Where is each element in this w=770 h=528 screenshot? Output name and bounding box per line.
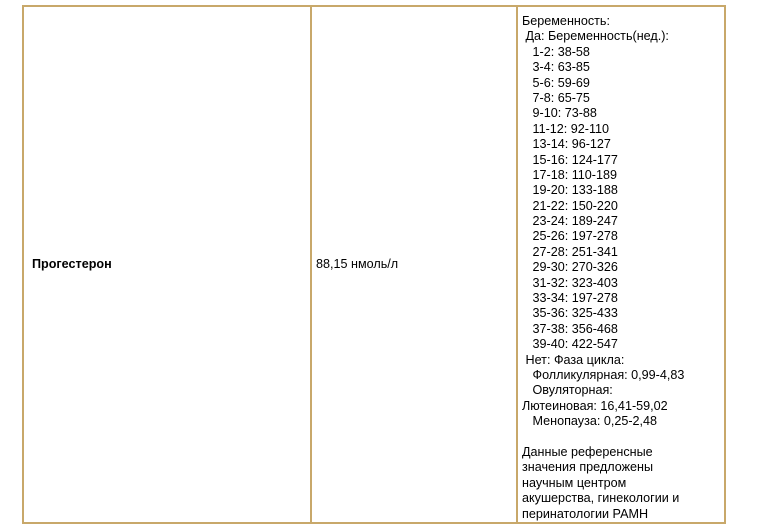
test-name: Прогестерон xyxy=(32,256,112,271)
reference-range-line: 37-38: 356-468 xyxy=(522,321,618,336)
reference-range-line: 29-30: 270-326 xyxy=(522,260,618,275)
reference-range-line: Нет: Фаза цикла: xyxy=(522,352,625,367)
reference-range-line: 33-34: 197-278 xyxy=(522,291,618,306)
reference-range-line: 31-32: 323-403 xyxy=(522,275,618,290)
reference-range-line: 15-16: 124-177 xyxy=(522,152,618,167)
reference-range-line: 39-40: 422-547 xyxy=(522,337,618,352)
reference-range-line: 3-4: 63-85 xyxy=(522,60,590,75)
reference-range-line: 35-36: 325-433 xyxy=(522,306,618,321)
reference-note-line: научным центром xyxy=(522,475,627,490)
reference-note xyxy=(522,445,722,522)
lab-result-table xyxy=(22,5,726,524)
reference-range-line: Менопауза: 0,25-2,48 xyxy=(522,414,658,429)
reference-range-cell xyxy=(517,6,725,523)
reference-range-line: Да: Беременность(нед.): xyxy=(522,29,669,44)
reference-range-line: Лютеиновая: 16,41-59,02 xyxy=(522,398,668,413)
reference-spacer xyxy=(522,430,722,445)
reference-range-line: 9-10: 73-88 xyxy=(522,106,597,121)
reference-range-line: 11-12: 92-110 xyxy=(522,121,610,136)
reference-note-line: Данные референсные xyxy=(522,444,653,459)
reference-range-line: Фолликулярная: 0,99-4,83 xyxy=(522,367,685,382)
reference-range-line: 21-22: 150-220 xyxy=(522,198,618,213)
reference-range-line: 5-6: 59-69 xyxy=(522,75,590,90)
reference-range-line: Овуляторная: xyxy=(522,383,613,398)
result-value: 88,15 нмоль/л xyxy=(316,256,399,271)
reference-range-line: 17-18: 110-189 xyxy=(522,167,617,182)
reference-range-line: 7-8: 65-75 xyxy=(522,90,590,105)
result-value-cell xyxy=(311,6,517,523)
reference-range-line: 19-20: 133-188 xyxy=(522,183,618,198)
test-name-cell xyxy=(23,6,311,523)
reference-range-line: 13-14: 96-127 xyxy=(522,137,611,152)
reference-range-line: Беременность: xyxy=(522,14,610,28)
reference-range-line: 27-28: 251-341 xyxy=(522,244,618,259)
reference-note-line: значения предложены xyxy=(522,460,654,475)
reference-note-line: перинатологии РАМН xyxy=(522,506,649,521)
table-row xyxy=(23,6,725,523)
reference-range-line: 25-26: 197-278 xyxy=(522,229,618,244)
reference-range-line: 1-2: 38-58 xyxy=(522,44,590,59)
reference-range-list xyxy=(522,14,722,430)
reference-note-line: акушерства, гинекологии и xyxy=(522,491,680,506)
reference-range-line: 23-24: 189-247 xyxy=(522,214,618,229)
